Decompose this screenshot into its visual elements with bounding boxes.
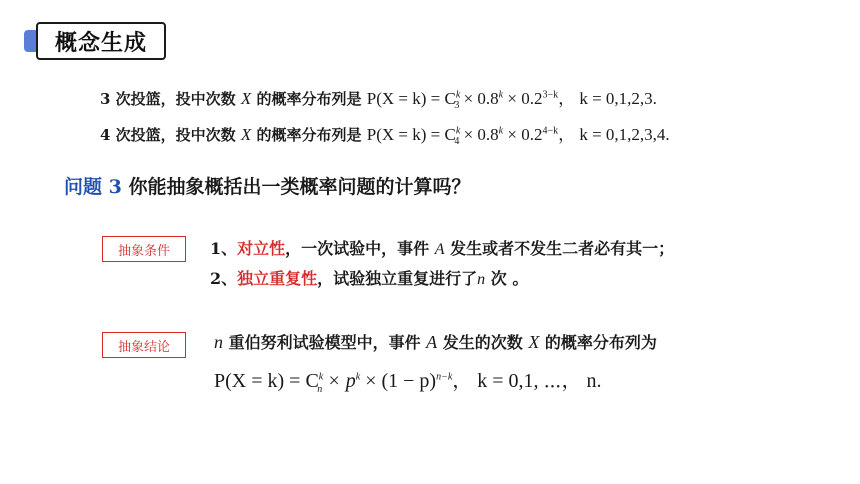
formula-sub: 4 (454, 136, 460, 148)
badge-abstract-conclusion: 抽象结论 (102, 332, 186, 358)
formula-range: ， k = 0,1,2,3. (558, 89, 657, 108)
formula-part: × p (327, 370, 356, 392)
formula-part: × 0.8 (463, 125, 499, 144)
formula (366, 125, 670, 148)
condition-key: 对立性 (237, 239, 286, 258)
formula-sub: 3 (454, 100, 460, 112)
var-x: X (240, 125, 252, 144)
formula (366, 89, 657, 112)
condition-text: ，试验独立重复进行了 (317, 269, 478, 288)
formula-sub: n (317, 384, 323, 395)
formula-sup: k (318, 371, 324, 383)
var-a: A (426, 332, 438, 352)
formula-sup: k (455, 125, 461, 137)
condition-text: ，一次试验中，事件 (285, 239, 430, 258)
formula-sup: k (498, 125, 504, 137)
condition-text: 次 。 (490, 269, 529, 288)
formula-head: P(X = k) = C (214, 370, 319, 392)
formula-sup: k (455, 89, 461, 101)
example-text: 4 次投篮，投中次数 (100, 126, 236, 144)
conclusion-part: 发生的次数 (442, 333, 523, 352)
var-n: n (477, 271, 486, 288)
formula-sup: 3−k (542, 89, 559, 101)
badge-abstract-conditions: 抽象条件 (102, 236, 186, 262)
formula-range: ， k = 0,1,2,3,4. (558, 125, 670, 144)
conclusion-text (214, 330, 657, 353)
formula-head: P(X = k) = C (366, 89, 456, 108)
example-line-4-shots (100, 120, 670, 147)
question-3 (64, 172, 470, 199)
var-n: n (214, 332, 223, 352)
example-text: 的概率分布列是 (256, 90, 362, 108)
formula-head: P(X = k) = C (366, 125, 456, 144)
condition-number: 1、 (210, 239, 238, 258)
formula-part: × (1 − p) (365, 370, 437, 392)
question-label: 问题 3 (64, 176, 122, 198)
condition-2 (210, 266, 528, 289)
formula-part: × 0.2 (507, 89, 543, 108)
formula-part: × 0.2 (507, 125, 543, 144)
example-line-3-shots (100, 84, 657, 111)
formula-sup: 4−k (542, 125, 559, 137)
binomial-formula (214, 364, 602, 395)
header-tag (36, 22, 166, 60)
condition-1 (210, 236, 674, 259)
var-x: X (240, 89, 252, 108)
formula-sup: k (498, 89, 504, 101)
formula-range: ， k = 0,1, ⋯， n. (452, 370, 602, 392)
question-text: 你能抽象概括出一类概率问题的计算吗？ (128, 176, 471, 198)
var-x: X (528, 332, 540, 352)
conclusion-part: 的概率分布列为 (544, 333, 657, 352)
page-title: 概念生成 (54, 30, 147, 56)
conclusion-part: 重伯努利试验模型中，事件 (228, 333, 421, 352)
condition-key: 独立重复性 (237, 269, 318, 288)
condition-text: 发生或者不发生二者必有其一； (450, 239, 675, 258)
formula-part: × 0.8 (463, 89, 499, 108)
formula-sup: k (355, 371, 361, 383)
example-text: 3 次投篮，投中次数 (100, 90, 236, 108)
example-text: 的概率分布列是 (256, 126, 362, 144)
formula-sup: n−k (436, 371, 453, 383)
var-a: A (434, 241, 445, 258)
condition-number: 2、 (210, 269, 238, 288)
